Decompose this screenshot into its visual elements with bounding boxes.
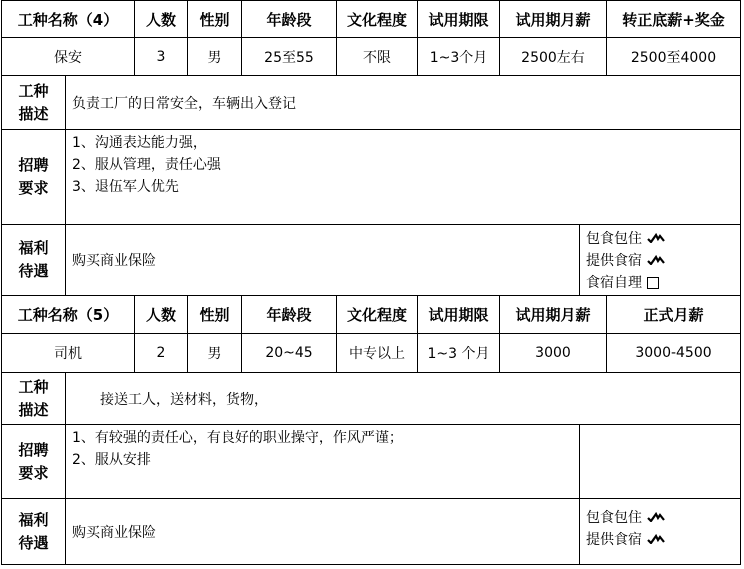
job5-header-age: 年龄段 xyxy=(241,296,336,333)
job4-desc-label-line1: 工种 xyxy=(18,81,49,100)
job5-header-regular-salary: 正式月薪 xyxy=(606,296,741,333)
job4-desc-label-line2: 描述 xyxy=(18,104,49,123)
job4-option xyxy=(586,250,665,272)
job5-desc-row xyxy=(1,373,741,425)
job4-benefit-text: 购买商业保险 xyxy=(65,225,579,295)
job4-benefit-label-line1: 福利 xyxy=(18,239,49,257)
job4-header-trial-period: 试用期限 xyxy=(417,1,499,37)
job5-benefit-label xyxy=(1,499,65,564)
job4-gender: 男 xyxy=(187,38,241,75)
job4-title: 保安 xyxy=(1,38,134,75)
job4-req-label-line1: 招聘 xyxy=(18,156,49,174)
job4-req-label-line2: 要求 xyxy=(18,179,49,197)
job5-desc-label xyxy=(1,373,65,424)
job4-trial-period: 1~3个月 xyxy=(417,38,499,75)
job4-header-row xyxy=(1,0,741,38)
job4-req-label xyxy=(1,130,65,224)
job5-trial-salary: 3000 xyxy=(499,334,606,372)
job5-req-text xyxy=(65,425,579,498)
job5-value-row xyxy=(1,334,741,373)
job5-desc-label-line2: 描述 xyxy=(18,400,49,419)
job5-title: 司机 xyxy=(1,334,134,372)
job4-desc-text: 负责工厂的日常安全，车辆出入登记 xyxy=(65,76,741,129)
job5-trial-period: 1~3 个月 xyxy=(417,334,499,372)
job5-req-label xyxy=(1,425,65,498)
job5-benefit-row xyxy=(1,499,741,565)
job4-desc-row xyxy=(1,76,741,130)
option-label: 食宿自理 xyxy=(586,275,642,291)
empty-checkbox-icon xyxy=(647,277,659,289)
job5-header-title: 工种名称（5） xyxy=(1,296,134,333)
job4-age: 25至55 xyxy=(241,38,336,75)
job5-benefit-options xyxy=(579,499,741,564)
job4-header-trial-salary: 试用期月薪 xyxy=(499,1,606,37)
option-label: 提供食宿 xyxy=(586,532,642,548)
job5-gender: 男 xyxy=(187,334,241,372)
job4-header-education: 文化程度 xyxy=(336,1,417,37)
job4-count: 3 xyxy=(134,38,187,75)
job5-req-line: 2、服从安排 xyxy=(72,452,151,468)
job4-desc-label xyxy=(1,76,65,129)
job4-benefit-label-line2: 待遇 xyxy=(18,262,49,280)
job4-benefit-row xyxy=(1,225,741,296)
job4-option xyxy=(586,272,659,294)
job5-education: 中专以上 xyxy=(336,334,417,372)
job4-education: 不限 xyxy=(336,38,417,75)
job5-header-count: 人数 xyxy=(134,296,187,333)
job5-header-education: 文化程度 xyxy=(336,296,417,333)
job4-benefit-label xyxy=(1,225,65,295)
job5-benefit-label-line2: 待遇 xyxy=(18,533,49,552)
job5-req-label-line2: 要求 xyxy=(18,463,49,482)
job4-header-count: 人数 xyxy=(134,1,187,37)
job5-header-gender: 性别 xyxy=(187,296,241,333)
job4-header-regular-salary: 转正底薪+奖金 xyxy=(606,1,741,37)
job4-header-title: 工种名称（4） xyxy=(1,1,134,37)
job4-value-row xyxy=(1,38,741,76)
job4-header-age: 年龄段 xyxy=(241,1,336,37)
option-label: 包食包住 xyxy=(586,510,642,526)
job5-header-trial-period: 试用期限 xyxy=(417,296,499,333)
job4-option xyxy=(586,228,665,250)
job5-benefit-text: 购买商业保险 xyxy=(65,499,579,564)
job5-header-row xyxy=(1,296,741,334)
job5-req-empty xyxy=(579,425,741,498)
checkmark-icon xyxy=(647,250,665,272)
job5-option xyxy=(586,507,665,529)
job4-req-line: 2、服从管理，责任心强 xyxy=(72,157,221,173)
job5-option xyxy=(586,529,665,551)
job5-count: 2 xyxy=(134,334,187,372)
job4-req-line: 3、退伍军人优先 xyxy=(72,179,179,195)
checkmark-icon xyxy=(647,529,665,551)
job5-header-trial-salary: 试用期月薪 xyxy=(499,296,606,333)
job4-req-line: 1、沟通表达能力强， xyxy=(72,135,207,151)
job4-req-row xyxy=(1,130,741,225)
job5-desc-text: 接送工人，送材料，货物， xyxy=(65,373,741,424)
checkmark-icon xyxy=(647,228,665,250)
option-label: 包食包住 xyxy=(586,231,642,247)
job-table xyxy=(1,0,741,565)
job4-regular-salary: 2500至4000 xyxy=(606,38,741,75)
job5-regular-salary: 3000-4500 xyxy=(606,334,741,372)
checkmark-icon xyxy=(647,507,665,529)
job4-benefit-options xyxy=(579,225,741,295)
job4-trial-salary: 2500左右 xyxy=(499,38,606,75)
job5-req-row xyxy=(1,425,741,499)
job4-header-gender: 性别 xyxy=(187,1,241,37)
job5-benefit-label-line1: 福利 xyxy=(18,510,49,529)
job5-desc-label-line1: 工种 xyxy=(18,377,49,396)
job5-age: 20~45 xyxy=(241,334,336,372)
option-label: 提供食宿 xyxy=(586,253,642,269)
job5-req-line: 1、有较强的责任心，有良好的职业操守，作风严谨； xyxy=(72,430,403,446)
job5-req-label-line1: 招聘 xyxy=(18,440,49,459)
job4-req-text xyxy=(65,130,741,224)
